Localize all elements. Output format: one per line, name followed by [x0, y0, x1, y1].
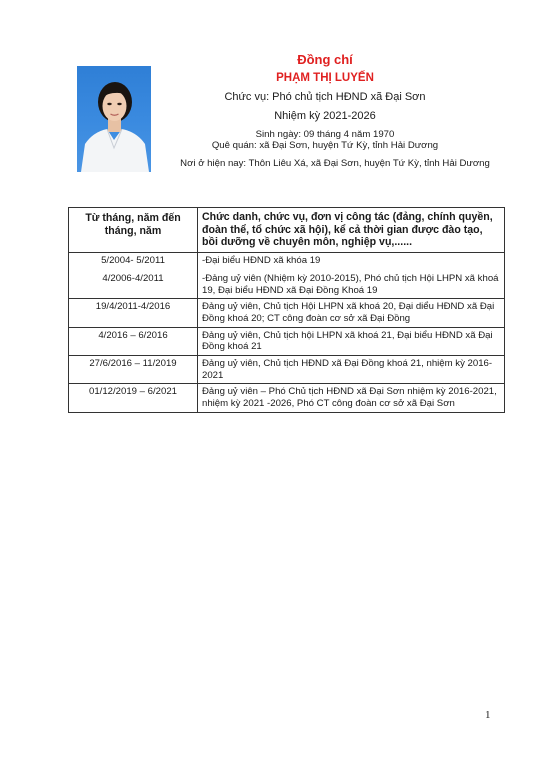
table-row — [69, 384, 505, 412]
salutation: Đồng chí — [297, 52, 353, 67]
birth-date-line: Sinh ngày: 09 tháng 4 năm 1970 — [255, 129, 395, 140]
work-history-table — [68, 207, 505, 413]
description-cell — [198, 253, 505, 299]
hometown-line: Quê quán: xã Đại Sơn, huyện Tứ Kỳ, tỉnh Hải Dương — [211, 140, 439, 151]
table-row — [69, 253, 505, 299]
position-line: Chức vụ: Phó chủ tịch HĐND xã Đại Sơn — [224, 91, 426, 103]
period-text: 4/2006-4/2011 — [102, 272, 164, 284]
table-row — [69, 327, 505, 355]
table-header-row — [69, 208, 505, 253]
period-text: 5/2004- 5/2011 — [101, 255, 165, 267]
period-cell: 19/4/2011-4/2016 — [69, 299, 198, 327]
page-number: 1 — [485, 709, 491, 721]
column-header-period: Từ tháng, năm đến tháng, năm — [69, 208, 198, 253]
description-cell: Đảng uỷ viên – Phó Chủ tịch HĐND xã Đại Sơn nhiệm kỳ 2016-2021, nhiệm kỳ 2021 -2026, Phó CT công đoàn cơ sở xã Đại Sơn — [198, 384, 505, 412]
period-cell: 4/2016 – 6/2016 — [69, 327, 198, 355]
residence-line: Nơi ở hiện nay: Thôn Liêu Xá, xã Đại Sơn, huyện Tứ Kỳ, tỉnh Hải Dương — [180, 158, 490, 169]
description-cell: Đảng uỷ viên, Chủ tịch Hội LHPN xã khoá 20, Đại diểu HĐND xã Đại Đồng khoá 20; CT công đoàn cơ sở xã Đại Đồng — [198, 299, 505, 327]
table-row — [69, 299, 505, 327]
portrait-photo — [77, 66, 151, 172]
person-name: PHẠM THỊ LUYẾN — [276, 72, 374, 84]
period-cell: 01/12/2019 – 6/2021 — [69, 384, 198, 412]
column-header-description: Chức danh, chức vụ, đơn vị công tác (đảng, chính quyền, đoàn thể, tổ chức xã hội), kể cả thời gian được đào tạo, bồi dưỡng về chuyên môn, nghiệp vụ,...... — [198, 208, 505, 253]
period-cell: 27/6/2016 – 11/2019 — [69, 356, 198, 384]
description-cell: Đảng uỷ viên, Chủ tịch hội LHPN xã khoá 21, Đại biểu HĐND xã Đại Đồng khoá 21 — [198, 327, 505, 355]
description-cell: Đảng uỷ viên, Chủ tịch HĐND xã Đại Đồng khoá 21, nhiệm kỳ 2016-2021 — [198, 356, 505, 384]
table-row — [69, 356, 505, 384]
description-text: -Đảng uỷ viên (Nhiệm kỳ 2010-2015), Phó chủ tịch Hội LHPN xã khoá 19, Đại biểu HĐND xã Đại Đồng Khoá 19 — [202, 272, 499, 296]
period-cell — [69, 253, 198, 299]
description-text: -Đại biểu HĐND xã khóa 19 — [202, 255, 321, 267]
term-line: Nhiệm kỳ 2021-2026 — [274, 110, 376, 122]
